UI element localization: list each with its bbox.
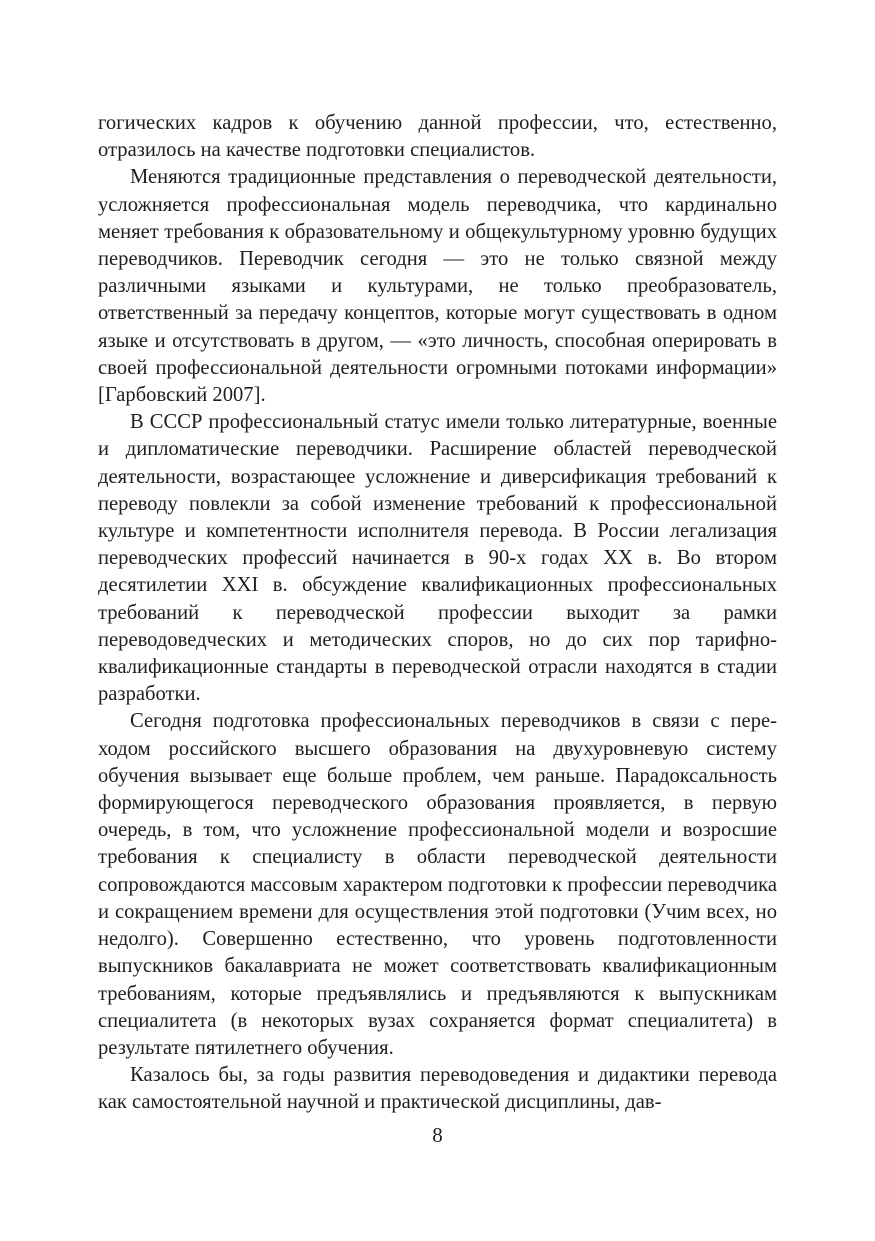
- paragraph: Меняются традиционные представления о переводческой деятельности, усложняется профессиональная модель переводчика, что кардинально меняет требования к образовательному и общекультурному уровню будущих переводчиков. Переводчик сегодня — это не только связной между различными языками и культурами, не только преобразователь, ответственный за передачу концептов, которые могут существовать в одном языке и отсутствовать в другом, — «это личность, способная оперировать в своей профессиональной деятельности огромными потоками информации» [Гарбовский 2007].: [98, 166, 777, 407]
- paragraph-continued: гогических кадров к обучению данной профессии, что, естественно, отразилось на качестве подготовки специалистов.: [98, 112, 777, 162]
- paragraph: В СССР профессиональный статус имели только литературные, военные и дипломатические переводчики. Расширение областей переводческой деятельности, возрастающее усложнение и диверсификация требований к переводу повлекли за собой изменение требований к профессиональной культуре и компетентности исполнителя перевода. В России легализация переводческих профессий начинается в 90-х годах XX в. Во втором десятилетии XXI в. обсуждение квалификационных профессиональных требований к переводческой профессии выходит за рамки переводоведческих и методических споров, но до сих пор тарифно-квалификационные стандарты в переводческой отрасли находятся в стадии разработки.: [98, 411, 777, 706]
- paragraph: Казалось бы, за годы развития переводоведения и дидактики перевода как самостоятельной научной и практической дисциплины, дав-: [98, 1064, 777, 1114]
- page-number: 8: [432, 1123, 443, 1147]
- body-text: [98, 110, 777, 1117]
- paragraph: Сегодня подготовка профессиональных переводчиков в связи с переходом российского высшего образования на двухуровневую систему обучения вызывает еще больше проблем, чем раньше. Парадоксальность формирующегося переводческого образования проявляется, в первую очередь, в том, что усложнение профессиональной модели и возросшие требования к специалисту в области переводческой деятельности сопровождаются массовым характером подготовки к профессии переводчика и сокращением времени для осуществления этой подготовки (Учим всех, но недолго). Совершенно естественно, что уровень подготовленности выпускников бакалавриата не может соответствовать квалификационным требованиям, которые предъявлялись и предъявляются к выпускникам специалитета (в некоторых вузах сохраняется формат специалитета) в результате пятилетнего обучения.: [98, 710, 777, 1059]
